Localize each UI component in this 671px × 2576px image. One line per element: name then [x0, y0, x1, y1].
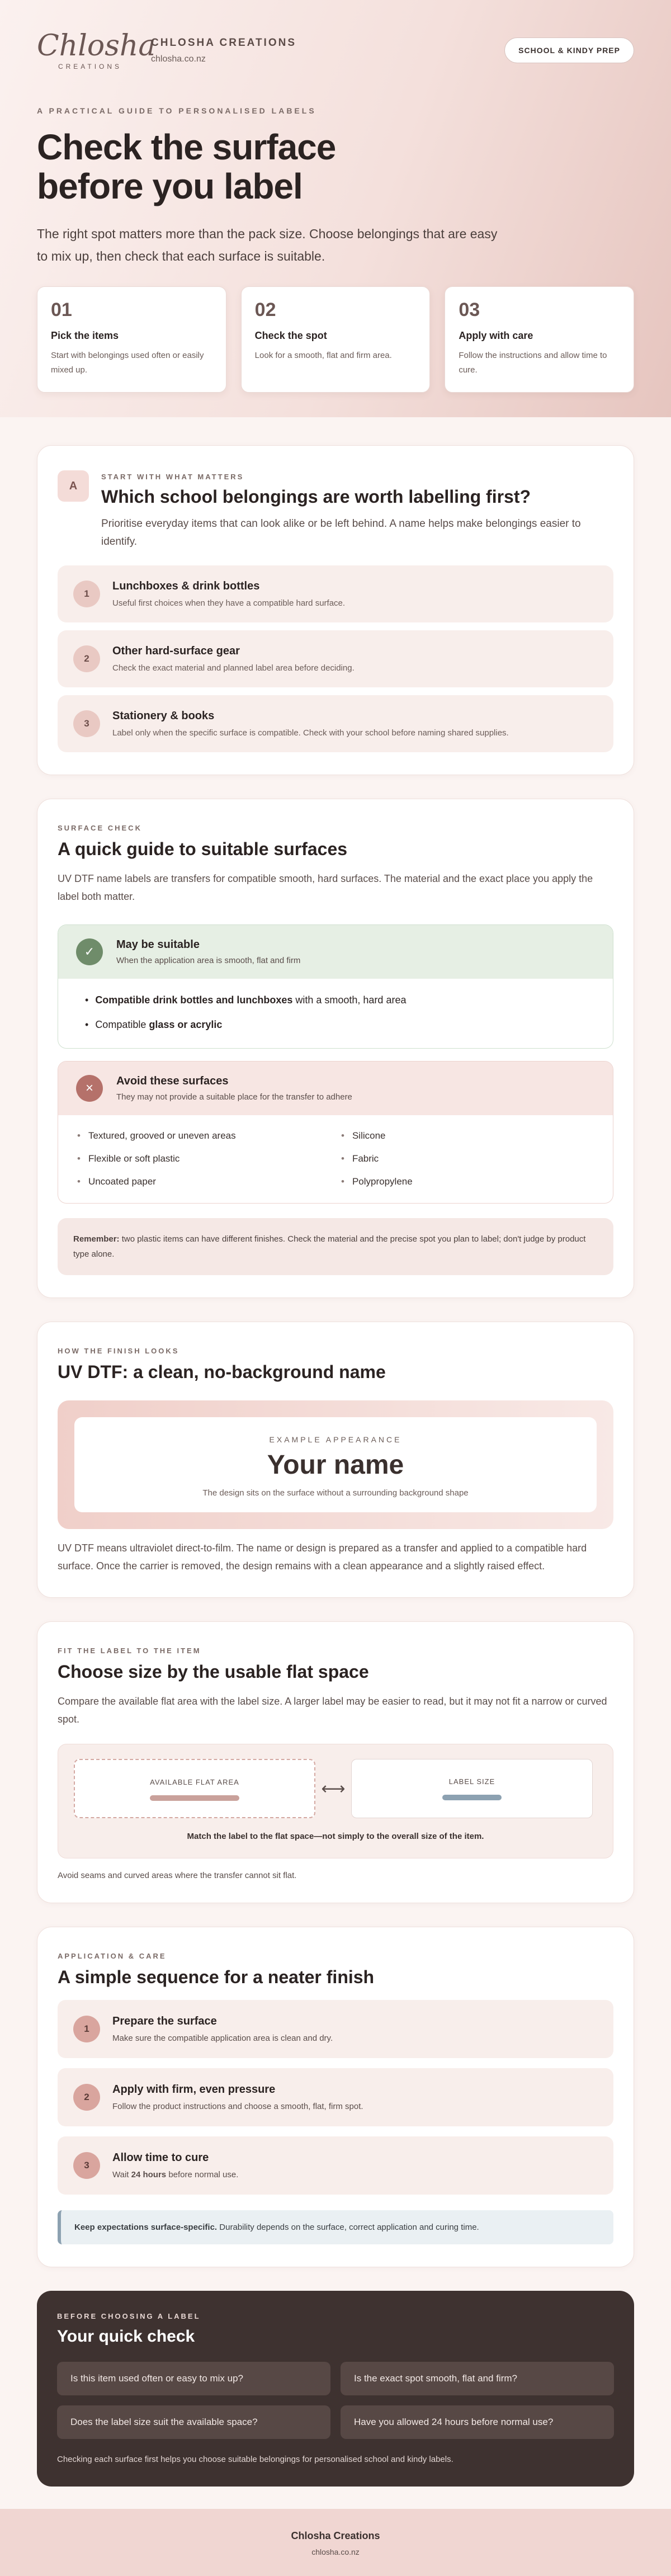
list-item: [58, 695, 613, 752]
step-text-pre: Wait: [112, 2170, 131, 2179]
label-size-label: LABEL SIZE: [448, 1777, 495, 1786]
page-title-text: Check the surface before you label: [37, 127, 336, 206]
section-surface-check: [37, 799, 634, 1298]
size-footnote: Avoid seams and curved areas where the transfer cannot sit flat.: [58, 1871, 297, 1880]
section-text: Prioritise everyday items that can look alike or be left behind. A name helps make belongings easier to identify.: [101, 518, 581, 548]
section-title: A quick guide to suitable surfaces: [58, 839, 348, 859]
step-text: Follow the product instructions and choose a smooth, flat, firm spot.: [112, 2102, 363, 2111]
section-footnote: Checking each surface first helps you choose suitable belongings for personalised school and kindy labels.: [57, 2455, 453, 2464]
item-title: Stationery & books: [112, 710, 215, 722]
avoid-subtitle: They may not provide a suitable place for the transfer to adhere: [116, 1092, 352, 1102]
suitable-list: [58, 979, 613, 1048]
section-finish: [37, 1322, 634, 1598]
section-size: [37, 1621, 634, 1903]
list-item: [58, 565, 613, 622]
step-text: Make sure the compatible application area is clean and dry.: [112, 2034, 333, 2043]
avoid-header-body: [116, 1075, 352, 1102]
step-card: [37, 286, 226, 393]
section-eyebrow: START WITH WHAT MATTERS: [101, 473, 244, 481]
item-title: Lunchboxes & drink bottles: [112, 580, 260, 592]
section-quick-check: [37, 2291, 634, 2487]
available-area-bar: [150, 1795, 239, 1801]
size-row: [74, 1759, 597, 1818]
suitable-header-body: [116, 938, 300, 965]
hero-lead: The right spot matters more than the pack size. Choose belongings that are easy to mix up, then check that each surface is suitable.: [37, 227, 498, 263]
checklist: [57, 2362, 614, 2439]
example-label: EXAMPLE APPEARANCE: [269, 1435, 402, 1444]
label-size-tile: [351, 1759, 593, 1818]
section-title: Choose size by the usable flat space: [58, 1662, 369, 1682]
section-header-body: [101, 470, 613, 551]
step-card: [445, 286, 634, 393]
step-body: [112, 2152, 238, 2179]
section-header: [58, 470, 613, 551]
item-text: Label only when the specific surface is compatible. Check with your school before naming shared supplies.: [112, 728, 509, 738]
cross-icon: ×: [76, 1075, 103, 1102]
step-text: Follow the instructions and allow time to cure.: [459, 351, 607, 375]
step-number: 3: [73, 2152, 100, 2179]
step-card: [241, 286, 431, 393]
application-steps: [58, 2000, 613, 2195]
avoid-box: [58, 1061, 613, 1204]
section-text: UV DTF means ultraviolet direct-to-film. The name or design is prepared as a transfer and applied to a compatible hard surface. Once the carrier is removed, the design remains with a clean appearance and a slightly raised effect.: [58, 1542, 587, 1572]
brand-text: [151, 37, 296, 64]
step-title: Apply with care: [459, 330, 533, 341]
remember-note: [58, 1218, 613, 1275]
page-title: [37, 128, 634, 206]
section-eyebrow: SURFACE CHECK: [58, 824, 142, 832]
suitable-header: [58, 925, 613, 979]
example-name: Your name: [267, 1450, 404, 1480]
step-text: Start with belongings used often or easily mixed up.: [51, 351, 204, 375]
section-eyebrow: FIT THE LABEL TO THE ITEM: [58, 1646, 201, 1655]
step-body: [112, 2083, 363, 2111]
brand-url: chlosha.co.nz: [151, 54, 206, 64]
section-title: UV DTF: a clean, no-background name: [58, 1362, 386, 1382]
checklist-item: Does the label size suit the available space?: [57, 2405, 330, 2439]
step-number: 01: [51, 299, 72, 320]
step-title: Pick the items: [51, 330, 119, 341]
logo-script: Chlosha: [37, 29, 156, 63]
item-text: Compatible: [95, 1019, 149, 1030]
example-card: [74, 1417, 597, 1512]
section-text: UV DTF name labels are transfers for compatible smooth, hard surfaces. The material and the exact place you apply the label both matter.: [58, 873, 593, 902]
step-number: 03: [459, 299, 480, 320]
hero-steps: [37, 286, 634, 393]
list-item: • Uncoated paper: [77, 1170, 330, 1193]
section-eyebrow: APPLICATION & CARE: [58, 1952, 167, 1960]
item-number: 2: [73, 645, 100, 672]
list-item: • Fabric: [341, 1147, 594, 1170]
top-bar: [37, 0, 634, 101]
note-bold: Keep expectations surface-specific.: [74, 2223, 218, 2232]
checklist-item: Is this item used often or easy to mix up?: [57, 2362, 330, 2395]
hero: [0, 0, 671, 417]
step-text: Look for a smooth, flat and firm area.: [254, 351, 392, 360]
avoid-title: Avoid these surfaces: [116, 1075, 229, 1087]
step-body: [112, 2015, 333, 2043]
avoid-header: [58, 1061, 613, 1115]
school-kindy-prep-button[interactable]: SCHOOL & KINDY PREP: [504, 37, 634, 63]
checklist-item: Have you allowed 24 hours before normal use?: [341, 2405, 614, 2439]
checklist-item: Is the exact spot smooth, flat and firm?: [341, 2362, 614, 2395]
item-body: [112, 710, 509, 738]
example-panel: [58, 1400, 613, 1529]
footer: [0, 2509, 671, 2576]
suitable-title: May be suitable: [116, 938, 200, 951]
item-text: Useful first choices when they have a compatible hard surface.: [112, 598, 346, 608]
list-item: [58, 2068, 613, 2126]
brand-name: CHLOSHA CREATIONS: [151, 36, 296, 49]
double-arrow-icon: ⟷: [321, 1779, 346, 1798]
main-content: [0, 417, 671, 2509]
item-body: [112, 580, 345, 608]
step-title: Prepare the surface: [112, 2015, 217, 2027]
priority-list: [58, 565, 613, 752]
remember-text: two plastic items can have different finishes. Check the material and the precise spot you plan to label; don't judge by product type alone.: [73, 1234, 586, 1259]
section-priorities: [37, 445, 634, 775]
list-item: [58, 630, 613, 687]
item-number: 1: [73, 581, 100, 607]
section-title: Your quick check: [57, 2327, 195, 2346]
section-eyebrow: BEFORE CHOOSING A LABEL: [57, 2312, 201, 2320]
step-title: Check the spot: [254, 330, 327, 341]
list-item: • Textured, grooved or uneven areas: [77, 1124, 330, 1147]
suitable-box: [58, 924, 613, 1049]
list-item: [58, 2136, 613, 2195]
expectations-note: [58, 2210, 613, 2244]
item-title: Other hard-surface gear: [112, 645, 240, 657]
list-item: • Flexible or soft plastic: [77, 1147, 330, 1170]
logo: [37, 29, 156, 70]
example-note: The design sits on the surface without a surrounding background shape: [202, 1488, 469, 1498]
step-number: 2: [73, 2084, 100, 2111]
logo-subtitle: CREATIONS: [58, 63, 122, 70]
list-item: • Silicone: [341, 1124, 594, 1147]
hero-eyebrow: A PRACTICAL GUIDE TO PERSONALISED LABELS: [37, 106, 316, 115]
size-caption: Match the label to the flat space—not simply to the overall size of the item.: [187, 1832, 484, 1841]
footer-url-link[interactable]: chlosha.co.nz: [311, 2547, 360, 2556]
list-item: • Polypropylene: [341, 1170, 594, 1193]
step-number: 1: [73, 2016, 100, 2042]
note-text: Durability depends on the surface, correct application and curing time.: [217, 2223, 479, 2232]
item-bold: glass or acrylic: [149, 1019, 223, 1030]
check-icon: ✓: [76, 938, 103, 965]
brand-link[interactable]: [37, 30, 296, 70]
section-title: Which school belongings are worth labelling first?: [101, 487, 531, 507]
section-application: [37, 1927, 634, 2267]
available-area-tile: [74, 1759, 315, 1818]
footer-brand-name: Chlosha Creations: [291, 2530, 380, 2541]
label-size-bar: [442, 1795, 502, 1800]
list-item: [58, 2000, 613, 2058]
item-text: with a smooth, hard area: [292, 994, 407, 1006]
step-title: Allow time to cure: [112, 2152, 209, 2164]
section-text: Compare the available flat area with the label size. A larger label may be easier to read, but it may not fit a narrow or curved spot.: [58, 1696, 607, 1725]
step-title: Apply with firm, even pressure: [112, 2083, 276, 2096]
section-title: A simple sequence for a neater finish: [58, 1967, 375, 1987]
item-text: Check the exact material and planned label area before deciding.: [112, 663, 355, 673]
list-item: [85, 1012, 586, 1037]
step-text-bold: 24 hours: [131, 2170, 167, 2179]
step-number: 02: [254, 299, 276, 320]
step-text: [112, 2170, 238, 2179]
step-text-post: before normal use.: [166, 2170, 239, 2179]
avoid-list: [58, 1115, 613, 1203]
remember-label: Remember:: [73, 1234, 120, 1244]
size-comparison: [58, 1744, 613, 1858]
suitable-subtitle: When the application area is smooth, flat and firm: [116, 956, 301, 965]
list-item: [85, 988, 586, 1012]
section-eyebrow: HOW THE FINISH LOOKS: [58, 1347, 179, 1355]
item-bold: Compatible drink bottles and lunchboxes: [95, 994, 293, 1006]
section-badge: A: [58, 470, 89, 502]
item-body: [112, 645, 355, 673]
available-area-label: AVAILABLE FLAT AREA: [150, 1778, 239, 1786]
item-number: 3: [73, 710, 100, 737]
